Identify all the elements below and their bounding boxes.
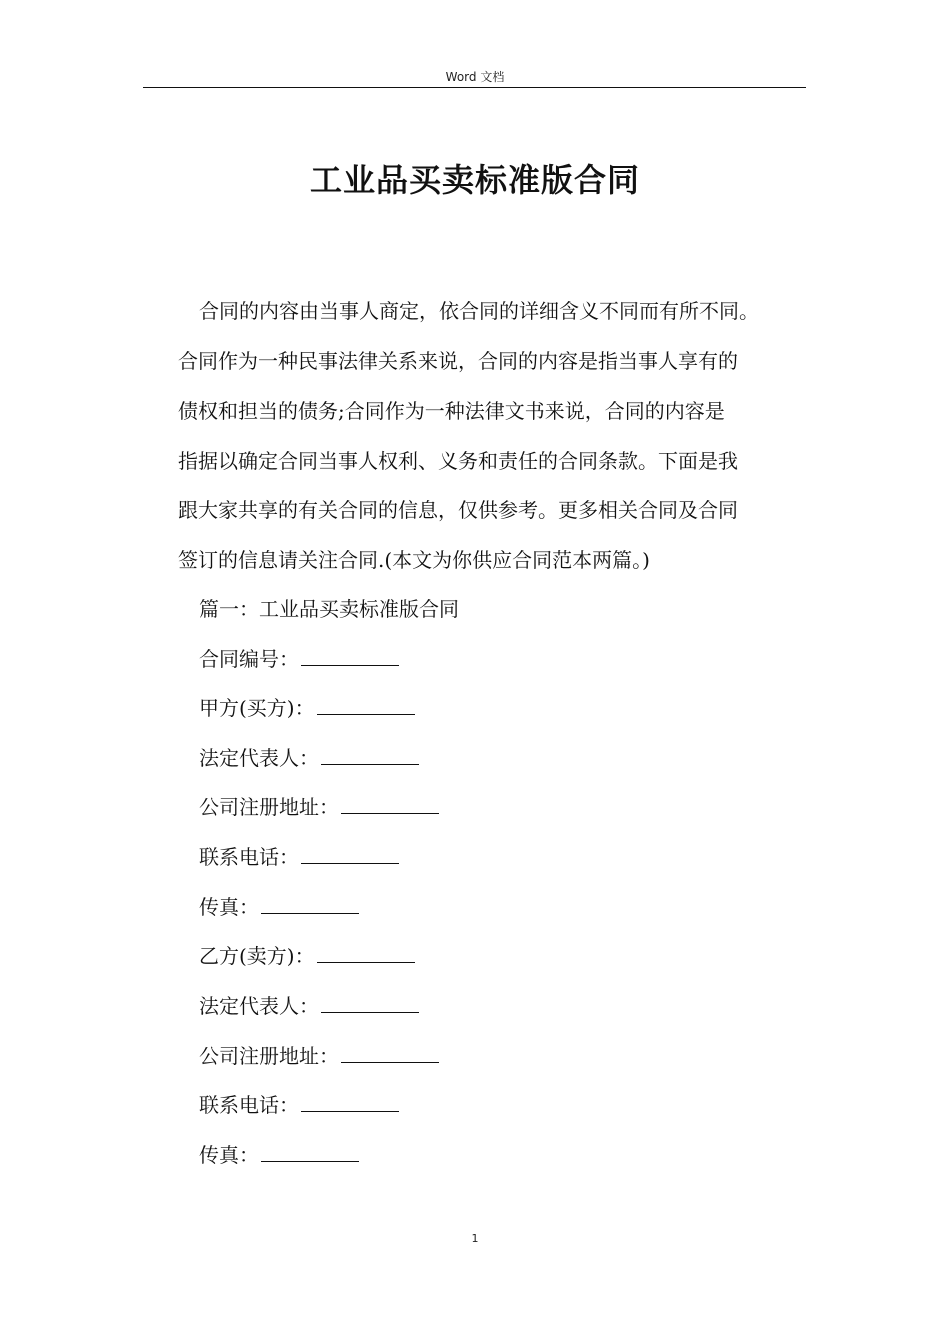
- field-party-a-phone: [199, 847, 399, 867]
- intro-line: 债权和担当的债务;合同作为一种法律文书来说，合同的内容是: [178, 399, 725, 423]
- field-party-a: [199, 698, 415, 718]
- field-label: 联系电话：: [199, 845, 299, 869]
- field-label: 传真：: [199, 1143, 259, 1167]
- field-label: 法定代表人：: [199, 746, 319, 770]
- intro-line: 指据以确定合同当事人权利、义务和责任的合同条款。下面是我: [178, 449, 738, 473]
- field-label: 乙方(卖方)：: [199, 944, 315, 968]
- field-blank-line: [321, 763, 419, 765]
- field-party-b: [199, 946, 415, 966]
- field-party-b-phone: [199, 1095, 399, 1115]
- field-label: 甲方(买方)：: [199, 696, 315, 720]
- section-heading: 篇一：工业品买卖标准版合同: [199, 597, 459, 621]
- field-label: 联系电话：: [199, 1093, 299, 1117]
- intro-line: 合同的内容由当事人商定，依合同的详细含义不同而有所不同。: [199, 299, 759, 323]
- field-blank-line: [261, 912, 359, 914]
- field-blank-line: [301, 1110, 399, 1112]
- field-party-a-address: [199, 797, 439, 817]
- field-label: 法定代表人：: [199, 994, 319, 1018]
- field-party-a-representative: [199, 748, 419, 768]
- field-party-b-address: [199, 1046, 439, 1066]
- field-label: 合同编号：: [199, 647, 299, 671]
- field-blank-line: [261, 1160, 359, 1162]
- field-blank-line: [301, 664, 399, 666]
- field-blank-line: [317, 961, 415, 963]
- intro-line: 跟大家共享的有关合同的信息，仅供参考。更多相关合同及合同: [178, 498, 738, 522]
- field-party-b-representative: [199, 996, 419, 1016]
- page-number: 1: [471, 1232, 479, 1245]
- field-label: 公司注册地址：: [199, 1044, 339, 1068]
- field-party-a-fax: [199, 897, 359, 917]
- field-blank-line: [321, 1011, 419, 1013]
- intro-line: 合同作为一种民事法律关系来说，合同的内容是指当事人享有的: [178, 349, 738, 373]
- field-label: 公司注册地址：: [199, 795, 339, 819]
- field-blank-line: [341, 1061, 439, 1063]
- field-blank-line: [341, 812, 439, 814]
- field-blank-line: [317, 713, 415, 715]
- field-party-b-fax: [199, 1145, 359, 1165]
- document-title: 工业品买卖标准版合同: [309, 161, 640, 199]
- field-label: 传真：: [199, 895, 259, 919]
- field-blank-line: [301, 862, 399, 864]
- page-header-label: Word 文档: [445, 70, 505, 84]
- intro-line: 签订的信息请关注合同.(本文为你供应合同范本两篇。): [178, 548, 650, 572]
- header-rule: [143, 87, 806, 88]
- field-contract-number: [199, 649, 399, 669]
